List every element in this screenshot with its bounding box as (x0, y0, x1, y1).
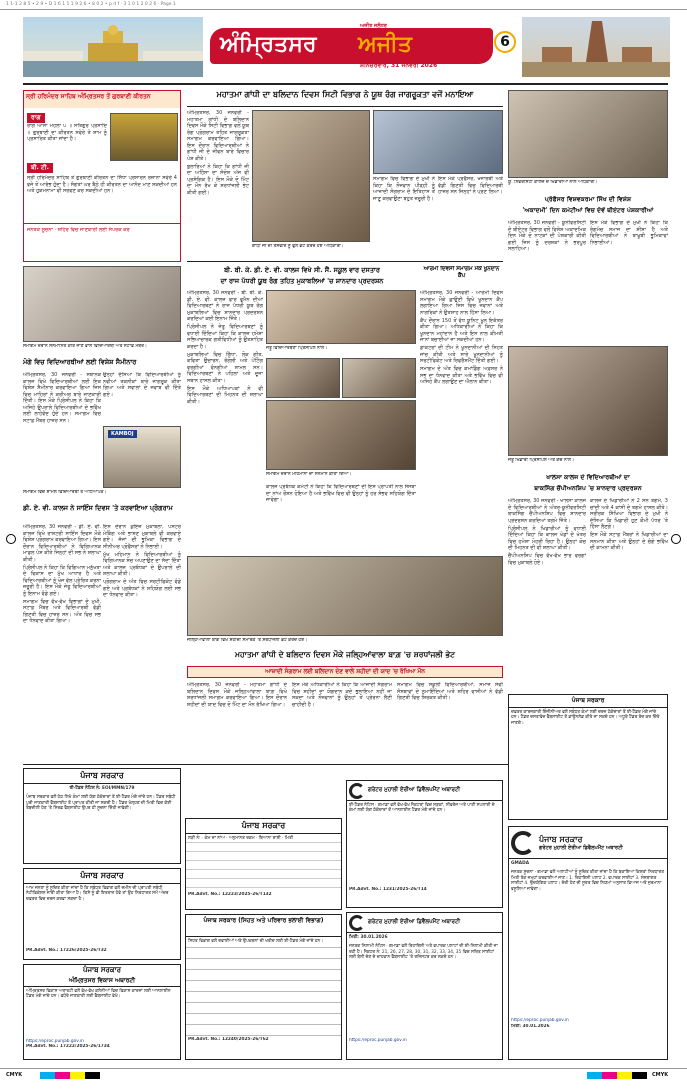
players-photo-caption: ਯੂ. ਨਿਵਰਸਿਟੀ ਕਾਲਜ ਦੇ ਖਿਡਾਰੀਆਂ ਨਾਲ ਅਧਿਕਾਰੀ। (508, 180, 598, 185)
black-swatch (632, 1072, 647, 1079)
ad-gmada-2-body: ਜਨਤਕ ਨਿਲਾਮੀ ਨੋਟਿਸ · ਗਮਾਡਾ ਵਲੋਂ ਰਿਹਾਇਸ਼ੀ ਅਤੇ ਵਪਾਰਕ ਪਲਾਟਾਂ ਦੀ ਈ-ਨਿਲਾਮੀ ਕੀਤੀ ਜਾ ਰਹੀ ਹੈ। ਸੈਕਟਰ ਨੰ: 21, 26, 27, 28, 30, 31, 32, 33, 34, 35 ਵਿਚ ਸਥਿਤ ਸਾਈਟਾਂ ਲਈ ਬੋਲੀ ਦੇਣ ਦੇ ਚਾਹਵਾਨ ਵੈੱਬਸਾਈਟ 'ਤੇ ਰਜਿਸਟਰ ਕਰ ਸਕਦੇ ਹਨ। (349, 944, 498, 961)
boxing-headline-line2: ਬਾਕਸਿੰਗ ਚੈਂਪੀਅਨਸ਼ਿਪ 'ਚ ਸ਼ਾਨਦਾਰ ਪ੍ਰਦਰਸ਼ਨ (534, 485, 642, 492)
ad-gmada-1-body: ਈ-ਟੈਂਡਰ ਨੋਟਿਸ · ਗਮਾਡਾ ਵਲੋਂ ਵੱਖ-ਵੱਖ ਸੈਕਟਰਾਂ ਵਿਚ ਸੜਕਾਂ, ਸੀਵਰੇਜ ਅਤੇ ਪਾਣੀ ਸਪਲਾਈ ਦੇ ਕੰਮਾਂ ਲਈ ਯੋਗ ਠੇਕੇਦਾਰਾਂ ਤੋਂ ਆਨਲਾਈਨ ਟੈਂਡਰ ਮੰਗੇ ਜਾਂਦੇ ਹਨ। (349, 803, 495, 814)
jallianwala-photo (187, 556, 503, 636)
group-photo (373, 110, 503, 174)
seminar-headline: ਮੋਗੇ ਵਿਚ ਵਿਦਿਆਰਥੀਆਂ ਲਈ ਵਿਸ਼ੇਸ਼ ਸੈਮੀਨਾਰ (23, 358, 137, 366)
event-photo-b (342, 358, 416, 398)
kamboj-banner: KAMBOJ (108, 430, 137, 438)
ad-gmada-1-header (347, 781, 502, 801)
professor-headline-line1: ਪ੍ਰੋਫੈਸਰ ਵਿਸ਼ਵਕਰਮਾ ਸਿੱਖ ਦੀ ਵਿਸ਼ੇਸ਼ (544, 196, 632, 203)
story2-col2: ਕਾਲਜ ਪ੍ਰਬੰਧਕ ਕਮੇਟੀ ਨੇ ਕਿਹਾ ਕਿ ਵਿਦਿਆਰਥਣਾਂ ਦੀ ਇਸ ਪ੍ਰਾਪਤੀ ਨਾਲ ਸੰਸਥਾ ਦਾ ਨਾਂਅ ਰੌਸ਼ਨ ਹੋਇਆ ਹੈ ਅਤੇ ਭਵਿੱਖ ਵਿਚ ਵੀ ਉਨ੍ਹਾਂ ਨੂੰ ਹਰ ਸੰਭਵ ਸਹਿਯੋਗ ਦਿੱਤਾ ਜਾਵੇਗਾ। (266, 484, 416, 503)
gurbani-box (23, 90, 181, 262)
boxing-text-col2: ਕਾਲਜ ਦੇ ਖਿਡਾਰੀਆਂ ਨੇ 2 ਸੋਨ ਤਗਮੇ, 3 ਚਾਂਦੀ ਅਤੇ 4 ਕਾਂਸੀ ਦੇ ਤਗਮੇ ਹਾਸਲ ਕੀਤੇ। ਸਰੀਰਕ ਸਿੱਖਿਆ ਵਿਭਾਗ ਦੇ ਮੁਖੀ ਨੇ ਦੱਸਿਆ ਕਿ ਖਿਡਾਰੀ ਹੁਣ ਕੌਮੀ ਪੱਧਰ 'ਤੇ ਹਿੱਸਾ ਲੈਣਗੇ। ਇਸ ਮੌਕੇ ਸਟਾਫ਼ ਮੈਂਬਰਾਂ ਨੇ ਖਿਡਾਰੀਆਂ ਦਾ ਸਨਮਾਨ ਕੀਤਾ ਅਤੇ ਉਨ੍ਹਾਂ ਦੇ ਚੰਗੇ ਭਵਿੱਖ ਦੀ ਕਾਮਨਾ ਕੀਤੀ। (590, 498, 668, 551)
masthead-paper-name: ਅਜੀਤ (358, 31, 412, 57)
seminar-text-col2: ਉਨ੍ਹਾਂ ਦੱਸਿਆ ਕਿ ਵਿਦਿਆਰਥੀਆਂ ਨੂੰ ਨਵੀਆਂ ਤਕਨੀਕਾਂ ਬਾਰੇ ਜਾਗਰੂਕ ਕੀਤਾ ਗਿਆ ਅਤੇ ਸਵਾਲਾਂ ਦੇ ਜਵਾਬ ਵੀ ਦਿੱਤੇ ਗਏ। (103, 372, 181, 398)
award-photo-caption: ਸਮਾਗਮ ਦੌਰਾਨ ਸਨਮਾਨਿਤ ਕੀਤੇ ਜਾਣ ਵਾਲੇ ਵਿਦਿਆਰਥੀ ਅਤੇ ਸਟਾਫ਼ ਮੈਂਬਰ। (23, 344, 147, 349)
boxing-headline-line1: ਖਾਲਸਾ ਕਾਲਜ ਦੇ ਵਿਦਿਆਰਥੀਆਂ ਦਾ (546, 474, 630, 481)
masthead-date: ਸ਼ਨਿੱਚਰਵਾਰ, 31 ਜਨਵਰੀ 2026 (360, 62, 438, 69)
gurbani-text: ਰਾਗ ਆਸਾ ਮਹਲਾ ੫ ॥ ਸਤਿਗੁਰ ਪ੍ਰਸਾਦਿ ॥ ਗੁਰਬਾਣੀ ਦਾ ਕੀਰਤਨ ਸਵੇਰੇ ਤੇ ਸ਼ਾਮ ਨੂੰ ਪ੍ਰਸਾਰਿਤ ਕੀਤਾ ਜਾਂਦਾ ਹੈ। (27, 123, 107, 142)
main-headline-rule (187, 106, 503, 107)
gmada-logo-icon (511, 831, 535, 855)
seminar-text-col1: ਅੰਮ੍ਰਿਤਸਰ, 30 ਜਨਵਰੀ - ਸਥਾਨਕ ਕਾਲਜ ਵਿਖੇ ਵਿਦਿਆਰਥੀਆਂ ਲਈ ਇਕ ਵਿਸ਼ੇਸ਼ ਸੈਮੀਨਾਰ ਕਰਵਾਇਆ ਗਿਆ ਜਿਸ ਵਿਚ ਮਾਹਿਰਾਂ ਨੇ ਕਰੀਅਰ ਬਾਰੇ ਜਾਣਕਾਰੀ ਦਿੱਤੀ। ਇਸ ਮੌਕੇ ਪ੍ਰਿੰਸੀਪਲ ਨੇ ਕਿਹਾ ਕਿ ਅਜਿਹੇ ਉਪਰਾਲੇ ਵਿਦਿਆਰਥੀਆਂ ਦੇ ਭਵਿੱਖ ਲਈ ਲਾਹੇਵੰਦ ਹੁੰਦੇ ਹਨ। ਸਮਾਗਮ ਵਿਚ ਸਟਾਫ਼ ਮੈਂਬਰ ਹਾਜ਼ਰ ਸਨ। (23, 372, 101, 424)
tribute-photo-caption: ਗਾਂਧੀ ਜੀ ਦੀ ਤਸਵੀਰ ਨੂੰ ਫੁੱਲ ਭੇਟ ਕਰਦੇ ਹੋਏ ਅਧਿਕਾਰੀ। (252, 244, 344, 249)
gurbani-photo (110, 113, 178, 161)
registration-mark-right (671, 534, 681, 544)
ad-gmada-2-title: ਗਰੇਟਰ ਮੁਹਾਲੀ ਏਰੀਆ ਡਿਵੈਲਪਮੈਂਟ ਅਥਾਰਟੀ (368, 919, 461, 925)
notice-text: ਜਨਤਕ ਸੂਚਨਾ · ਸ਼ਹਿਰ ਵਿਚ ਜਾਣਕਾਰੀ ਲਈ ਸੰਪਰਕ ਕਰੋ (27, 227, 130, 233)
ad-social-security (185, 914, 342, 1060)
page-number: 6 (494, 31, 516, 53)
ad-gmada-right-body: ਜਨਤਕ ਸੂਚਨਾ · ਗਮਾਡਾ ਵਲੋਂ ਅਲਾਟੀਆਂ ਨੂੰ ਸੂਚਿਤ ਕੀਤਾ ਜਾਂਦਾ ਹੈ ਕਿ ਬਕਾਇਆ ਕਿਸ਼ਤਾਂ ਨਿਰਧਾਰਤ ਮਿਤੀ ਤੱਕ ਜਮ੍ਹਾਂ ਕਰਵਾਈਆਂ ਜਾਣ। 1. ਰਿਹਾਇਸ਼ੀ ਪਲਾਟ 2. ਵਪਾਰਕ ਸਾਈਟਾਂ 3. ਸੰਸਥਾਗਤ ਸਾਈਟਾਂ 4. ਉਦਯੋਗਿਕ ਪਲਾਟ। ਦੇਰੀ ਹੋਣ ਦੀ ਸੂਰਤ ਵਿਚ ਨਿਯਮਾਂ ਅਨੁਸਾਰ ਵਿਆਜ ਅਤੇ ਜੁਰਮਾਨਾ ਵਸੂਲਿਆ ਜਾਵੇਗਾ। (511, 870, 664, 892)
ad-gmada-right (508, 826, 668, 1060)
seminar-photo (103, 426, 181, 488)
gmada-logo-icon (349, 915, 365, 931)
seminar-photo-caption: ਸਮਾਗਮ ਵਿਚ ਸ਼ਾਮਲ ਵਿਦਿਆਰਥੀ ਤੇ ਅਧਿਆਪਕ। (23, 490, 107, 495)
masthead-rule (23, 83, 668, 85)
ad-amritsar-vikas-pr: PR.Advt. No.: 17222/2025-26/1734 (26, 1044, 110, 1050)
ad-gmada-2 (346, 912, 503, 1060)
ad-amritsar-vikas-body: ਅੰਮ੍ਰਿਤਸਰ ਵਿਕਾਸ ਅਥਾਰਟੀ ਵਲੋਂ ਵੱਖ-ਵੱਖ ਕਲੋਨੀਆਂ ਵਿਚ ਵਿਕਾਸ ਕਾਰਜਾਂ ਲਈ ਆਨਲਾਈਨ ਟੈਂਡਰ ਮੰਗੇ ਜਾਂਦੇ ਹਨ। ਵਧੇਰੇ ਜਾਣਕਾਰੀ ਲਈ ਵੈੱਬਸਾਈਟ ਵੇਖੋ। (26, 989, 171, 1000)
story1-end-rule (187, 261, 503, 262)
jallianwala-subhead: ਆਜ਼ਾਦੀ ਸੰਗਰਾਮ ਲਈ ਬਲਿਦਾਨ ਦੇਣ ਵਾਲੇ ਸ਼ਹੀਦਾਂ ਦੀ ਯਾਦ 'ਚ ਰੱਖਿਆ ਮੌਨ (187, 666, 503, 678)
guests-photo (266, 400, 416, 470)
ad-amritsar-vikas-title: ਪੰਜਾਬ ਸਰਕਾਰ (82, 966, 121, 974)
jallianwala-headline: ਮਹਾਤਮਾ ਗਾਂਧੀ ਦੇ ਬਲਿਦਾਨ ਦਿਵਸ ਮੌਕੇ ਜਲ੍ਹਿਆਂਵਾਲਾ ਬਾਗ਼ 'ਚ ਸ਼ਰਧਾਂਜਲੀ ਭੇਟ (234, 650, 455, 659)
jallianwala-col3: ਸਮਾਗਮ ਵਿਚ ਸਕੂਲੀ ਵਿਦਿਆਰਥੀਆਂ, ਸਮਾਜ ਸੇਵੀ ਸੰਸਥਾਵਾਂ ਦੇ ਨੁਮਾਇੰਦਿਆਂ ਅਤੇ ਸ਼ਹਿਰ ਵਾਸੀਆਂ ਨੇ ਵੱਡੀ ਗਿਣਤੀ ਵਿਚ ਸ਼ਿਰਕਤ ਕੀਤੀ। (397, 682, 503, 701)
ad-gmada-1-pr: PR.Advt. No.: 1231/2025-26/T14 (349, 887, 427, 892)
ad-gmada-right-website[interactable]: https://eproc.punjab.gov.in (511, 1018, 569, 1024)
ad-amritsar-vikas (23, 964, 181, 1060)
dav-headline: ਡੀ. ਏ. ਵੀ. ਕਾਲਜ ਨੇ ਸਾਇੰਸ ਦਿਵਸ 'ਤੇ ਕਰਵਾਇਆ ਪ੍ਰੋਗਰਾਮ (23, 504, 173, 512)
ad-gmada-right-subtitle: ਗਰੇਟਰ ਮੁਹਾਲੀ ਏਰੀਆ ਡਿਵੈਲਪਮੈਂਟ ਅਥਾਰਟੀ (539, 844, 623, 851)
golden-temple-illustration (23, 17, 203, 77)
raag-tag: ਰਾਗ (27, 113, 45, 123)
guests-photo-caption: ਸਮਾਗਮ ਦੌਰਾਨ ਮਹਿਮਾਨਾਂ ਦਾ ਸਨਮਾਨ ਕੀਤਾ ਗਿਆ। (266, 472, 352, 477)
players-photo (508, 90, 668, 178)
masthead (210, 22, 493, 70)
yellow-swatch (617, 1072, 632, 1079)
tribute-photo (252, 110, 370, 242)
jallianwala-photo-caption: ਜਲ੍ਹਿਆਂਵਾਲਾ ਬਾਗ਼ ਵਿਖੇ ਸ਼ਹੀਦੀ ਸਮਾਰਕ 'ਤੇ ਸ਼ਰਧਾਂਜਲੀ ਭੇਟ ਕਰਦੇ ਹੋਏ। (187, 638, 308, 643)
registration-mark-left (6, 534, 16, 544)
ad-punjab-table-pr: PR.Advt. No.: 12223/2025-26/T132 (188, 892, 272, 897)
main-story-col3: ਸਮਾਗਮ ਵਿਚ ਵਿਭਾਗ ਦੇ ਮੁਖੀ ਨੇ ਕਿਹਾ ਕਿ ਨੌਜਵਾਨ ਪੀੜ੍ਹੀ ਨੂੰ ਆਜ਼ਾਦੀ ਸੰਗਰਾਮ ਦੇ ਇਤਿਹਾਸ ਤੋਂ ਜਾਣੂ ਕਰਵਾਉਣਾ ਬਹੁਤ ਜ਼ਰੂਰੀ ਹੈ। (373, 176, 435, 202)
cyan-swatch (587, 1072, 602, 1079)
gurbani-divider (24, 223, 181, 224)
professor-headline-line2: 'ਅਕਾਦਮੀ' ਦਿਨ ਕਮੇਟੀਆਂ ਵਿਚ ਦੋਵੇਂ ਥੀਏਟਰ ਪੇਸ਼ਕਾਰੀਆਂ (522, 207, 654, 214)
gurbani-box-title: ਸ੍ਰੀ ਹਰਿਮੰਦਰ ਸਾਹਿਬ ਅੰਮ੍ਰਿਤਸਰ ਤੋਂ ਗੁਰਬਾਣੀ ਕੀਰਤਨ (24, 91, 180, 108)
magenta-swatch (602, 1072, 617, 1079)
jallianwala-col2: ਇਸ ਮੌਕੇ ਅਧਿਕਾਰੀਆਂ ਨੇ ਕਿਹਾ ਕਿ ਆਜ਼ਾਦੀ ਸੰਗਰਾਮ ਵਿਚ ਸ਼ਹੀਦਾਂ ਦਾ ਯੋਗਦਾਨ ਕਦੇ ਭੁਲਾਇਆ ਨਹੀਂ ਜਾ ਸਕਦਾ ਅਤੇ ਨੌਜਵਾਨਾਂ ਨੂੰ ਉਨ੍ਹਾਂ ਤੋਂ ਪ੍ਰੇਰਨਾ ਲੈਣੀ ਚਾਹੀਦੀ ਹੈ। (292, 682, 392, 708)
story2-headline-line2: ਦਾ ਰਾਜ ਪੱਧਰੀ ਯੂਥ ਰੰਗ ਤਹਿਤ ਮੁਕਾਬਲਿਆਂ 'ਚ ਸ਼ਾਨਦਾਰ ਪ੍ਰਦਰਸ਼ਨ (220, 277, 384, 285)
bt-tag: ਬੀ. ਟੀ. (27, 163, 53, 173)
ad-punjab-tender (23, 768, 181, 864)
ad-punjab-notice-body: ਆਮ ਜਨਤਾ ਨੂੰ ਸੂਚਿਤ ਕੀਤਾ ਜਾਂਦਾ ਹੈ ਕਿ ਸਬੰਧਤ ਵਿਭਾਗ ਵਲੋਂ ਜ਼ਮੀਨ ਦੀ ਪ੍ਰਾਪਤੀ ਸਬੰਧੀ ਨੋਟੀਫਿਕੇਸ਼ਨ ਜਾਰੀ ਕੀਤਾ ਗਿਆ ਹੈ। ਕਿਸੇ ਨੂੰ ਵੀ ਇਤਰਾਜ਼ ਹੋਵੇ ਤਾਂ ਉਹ ਨਿਰਧਾਰਤ ਸਮੇਂ ਅੰਦਰ ਦਫ਼ਤਰ ਵਿਚ ਦਰਜ ਕਰਵਾ ਸਕਦਾ ਹੈ। (26, 886, 169, 902)
gmada-logo-icon (349, 783, 365, 799)
ad-gmada-1 (346, 780, 503, 908)
students-photo (266, 290, 416, 344)
boxing-photo-caption: ਜੇਤੂ ਖਿਡਾਰੀ ਪ੍ਰਿੰਸੀਪਲ ਅਤੇ ਕੋਚ ਨਾਲ। (508, 458, 575, 463)
ad-amritsar-vikas-subtitle: ਅੰਮ੍ਰਿਤਸਰ ਵਿਕਾਸ ਅਥਾਰਟੀ (24, 976, 180, 987)
blood-camp-headline: ਆਰਮੀ ਦਿਵਸੀ ਸਮਾਗਮ ਮੌਕੇ ਖੂਨਦਾਨ ਕੈਂਪ (423, 266, 500, 279)
masthead-slogan: ਅਜੀਤ ਜਲੰਧਰ (360, 23, 387, 29)
professor-text-col2: ਇਸ ਮੌਕੇ ਵਿਭਾਗ ਦੇ ਮੁਖੀ ਨੇ ਕਿਹਾ ਕਿ ਰੰਗਮੰਚ ਸਮਾਜ ਦਾ ਸ਼ੀਸ਼ਾ ਹੈ ਅਤੇ ਵਿਦਿਆਰਥੀਆਂ ਨੇ ਬਾਖ਼ੂਬੀ ਭੂਮਿਕਾਵਾਂ ਨਿਭਾਈਆਂ। (590, 220, 668, 246)
dav-text-col2: ਇਸ ਦੌਰਾਨ ਕੁਇਜ਼ ਮੁਕਾਬਲਾ, ਪੋਸਟਰ ਮੇਕਿੰਗ ਅਤੇ ਭਾਸ਼ਣ ਮੁਕਾਬਲੇ ਵੀ ਕਰਵਾਏ ਗਏ। ਜੱਜਾਂ ਦੀ ਭੂਮਿਕਾ ਵਿਭਾਗ ਦੇ ਸੀਨੀਅਰ ਪ੍ਰੋਫੈਸਰਾਂ ਨੇ ਨਿਭਾਈ। ਮੁੱਖ ਮਹਿਮਾਨ ਨੇ ਵਿਦਿਆਰਥੀਆਂ ਨੂੰ ਵਿਗਿਆਨਕ ਸੋਚ ਅਪਣਾਉਣ ਦਾ ਸੱਦਾ ਦਿੱਤਾ ਅਤੇ ਕਾਲਜ ਪ੍ਰਬੰਧਕਾਂ ਦੇ ਉਪਰਾਲੇ ਦੀ ਸ਼ਲਾਘਾ ਕੀਤੀ। ਪ੍ਰੋਗਰਾਮ ਦੇ ਅੰਤ ਵਿਚ ਸਰਟੀਫਿਕੇਟ ਵੰਡੇ ਗਏ ਅਤੇ ਪ੍ਰਬੰਧਕਾਂ ਨੇ ਸਹਿਯੋਗ ਲਈ ਸਭ ਦਾ ਧੰਨਵਾਦ ਕੀਤਾ। (103, 524, 181, 598)
main-story-col1: ਅੰਮ੍ਰਿਤਸਰ, 30 ਜਨਵਰੀ - ਮਹਾਤਮਾ ਗਾਂਧੀ ਦੇ ਬਲਿਦਾਨ ਦਿਵਸ ਮੌਕੇ ਸਿਟੀ ਵਿਭਾਗ ਵਲੋਂ ਯੂਥ ਰੰਗ ਪ੍ਰੋਗਰਾਮ ਤਹਿਤ ਜਾਗਰੂਕਤਾ ਸਮਾਗਮ ਕਰਵਾਇਆ ਗਿਆ। ਇਸ ਦੌਰਾਨ ਵਿਦਿਆਰਥੀਆਂ ਨੇ ਗਾਂਧੀ ਜੀ ਦੇ ਜੀਵਨ ਬਾਰੇ ਵਿਚਾਰ ਪੇਸ਼ ਕੀਤੇ। ਬੁਲਾਰਿਆਂ ਨੇ ਕਿਹਾ ਕਿ ਗਾਂਧੀ ਜੀ ਦਾ ਅਹਿੰਸਾ ਦਾ ਸੰਦੇਸ਼ ਅੱਜ ਵੀ ਪ੍ਰਸੰਗਿਕ ਹੈ। ਇਸ ਮੌਕੇ ਦੋ ਮਿੰਟ ਦਾ ਮੌਨ ਰੱਖ ਕੇ ਸ਼ਰਧਾਂਜਲੀ ਭੇਟ ਕੀਤੀ ਗਈ। (187, 110, 249, 196)
ad-social-security-title: ਪੰਜਾਬ ਸਰਕਾਰ (ਸਿਹਤ ਅਤੇ ਪਰਿਵਾਰ ਭਲਾਈ ਵਿਭਾਗ) (186, 915, 341, 937)
ad-gmada-right-titles (539, 835, 623, 851)
award-photo (23, 266, 181, 342)
ad-gmada-2-header (347, 913, 502, 933)
blood-camp-text: ਅੰਮ੍ਰਿਤਸਰ, 30 ਜਨਵਰੀ - ਆਰਮੀ ਦਿਵਸ ਸਮਾਗਮ ਮੌਕੇ ਛਾਉਣੀ ਵਿਖੇ ਖੂਨਦਾਨ ਕੈਂਪ ਲਗਾਇਆ ਗਿਆ ਜਿਸ ਵਿਚ ਜਵਾਨਾਂ ਅਤੇ ਨਾਗਰਿਕਾਂ ਨੇ ਉਤਸ਼ਾਹ ਨਾਲ ਹਿੱਸਾ ਲਿਆ। ਕੈਂਪ ਦੌਰਾਨ 150 ਤੋਂ ਵੱਧ ਯੂਨਿਟ ਖੂਨ ਇਕੱਤਰ ਕੀਤਾ ਗਿਆ। ਅਧਿਕਾਰੀਆਂ ਨੇ ਕਿਹਾ ਕਿ ਖੂਨਦਾਨ ਮਹਾਂਦਾਨ ਹੈ ਅਤੇ ਇਸ ਨਾਲ ਕੀਮਤੀ ਜਾਨਾਂ ਬਚਾਈਆਂ ਜਾ ਸਕਦੀਆਂ ਹਨ। ਡਾਕਟਰਾਂ ਦੀ ਟੀਮ ਨੇ ਖੂਨਦਾਨੀਆਂ ਦੀ ਸਿਹਤ ਜਾਂਚ ਕੀਤੀ ਅਤੇ ਸਾਰੇ ਖੂਨਦਾਨੀਆਂ ਨੂੰ ਸਰਟੀਫਿਕੇਟ ਅਤੇ ਰਿਫਰੈਸ਼ਮੈਂਟ ਦਿੱਤੀ ਗਈ। ਸਮਾਗਮ ਦੇ ਅੰਤ ਵਿਚ ਕਮਾਂਡਿੰਗ ਅਫ਼ਸਰ ਨੇ ਸਭ ਦਾ ਧੰਨਵਾਦ ਕੀਤਾ ਅਤੇ ਭਵਿੱਖ ਵਿਚ ਵੀ ਅਜਿਹੇ ਕੈਂਪ ਲਗਾਉਣ ਦਾ ਐਲਾਨ ਕੀਤਾ। (420, 290, 503, 385)
story2-col1: ਅੰਮ੍ਰਿਤਸਰ, 30 ਜਨਵਰੀ - ਬੀ. ਬੀ. ਕੇ. ਡੀ. ਏ. ਵੀ. ਕਾਲਜ ਫਾਰ ਵੁਮੈਨ ਦੀਆਂ ਵਿਦਿਆਰਥਣਾਂ ਨੇ ਰਾਜ ਪੱਧਰੀ ਯੂਥ ਰੰਗ ਮੁਕਾਬਲਿਆਂ ਵਿਚ ਸ਼ਾਨਦਾਰ ਪ੍ਰਦਰਸ਼ਨ ਕਰਦਿਆਂ ਕਈ ਇਨਾਮ ਜਿੱਤੇ। ਪ੍ਰਿੰਸੀਪਲ ਨੇ ਜੇਤੂ ਵਿਦਿਆਰਥਣਾਂ ਨੂੰ ਵਧਾਈ ਦਿੰਦਿਆਂ ਕਿਹਾ ਕਿ ਕਾਲਜ ਹਮੇਸ਼ਾ ਸਭਿਆਚਾਰਕ ਗਤੀਵਿਧੀਆਂ ਨੂੰ ਉਤਸ਼ਾਹਿਤ ਕਰਦਾ ਹੈ। ਮੁਕਾਬਲਿਆਂ ਵਿਚ ਗਿੱਧਾ, ਲੋਕ ਗੀਤ, ਕਵਿਤਾ ਉਚਾਰਨ, ਰੰਗੋਲੀ ਅਤੇ ਪੇਂਟਿੰਗ ਵਰਗੀਆਂ ਵੰਨਗੀਆਂ ਸ਼ਾਮਲ ਸਨ। ਵਿਦਿਆਰਥਣਾਂ ਨੇ ਪਹਿਲਾ ਅਤੇ ਦੂਜਾ ਸਥਾਨ ਹਾਸਲ ਕੀਤਾ। ਇਸ ਮੌਕੇ ਅਧਿਆਪਕਾਂ ਨੇ ਵੀ ਵਿਦਿਆਰਥਣਾਂ ਦੀ ਮਿਹਨਤ ਦੀ ਸ਼ਲਾਘਾ ਕੀਤੀ। (187, 290, 263, 405)
footer-rule (0, 1068, 687, 1069)
ad-punjab-tender-title: ਪੰਜਾਬ ਸਰਕਾਰ (24, 769, 180, 784)
ad-gmada-right-header (509, 827, 667, 859)
dav-text-col1: ਅੰਮ੍ਰਿਤਸਰ, 30 ਜਨਵਰੀ - ਡੀ. ਏ. ਵੀ. ਕਾਲਜ ਵਿਖੇ ਰਾਸ਼ਟਰੀ ਸਾਇੰਸ ਦਿਵਸ ਮੌਕੇ ਵਿਸ਼ੇਸ਼ ਪ੍ਰੋਗਰਾਮ ਕਰਵਾਇਆ ਗਿਆ। ਇਸ ਦੌਰਾਨ ਵਿਦਿਆਰਥੀਆਂ ਨੇ ਵਿਗਿਆਨਕ ਮਾਡਲ ਪੇਸ਼ ਕੀਤੇ ਜਿਨ੍ਹਾਂ ਦੀ ਸਭ ਨੇ ਸ਼ਲਾਘਾ ਕੀਤੀ। ਪ੍ਰਿੰਸੀਪਲ ਨੇ ਕਿਹਾ ਕਿ ਵਿਗਿਆਨ ਮਨੁੱਖਤਾ ਦੇ ਵਿਕਾਸ ਦਾ ਮੁੱਖ ਆਧਾਰ ਹੈ ਅਤੇ ਵਿਦਿਆਰਥੀਆਂ ਨੂੰ ਖੋਜ ਵੱਲ ਪ੍ਰੇਰਿਤ ਕਰਨਾ ਜ਼ਰੂਰੀ ਹੈ। ਇਸ ਮੌਕੇ ਜੇਤੂ ਵਿਦਿਆਰਥੀਆਂ ਨੂੰ ਇਨਾਮ ਵੰਡੇ ਗਏ। ਸਮਾਗਮ ਵਿਚ ਵੱਖ-ਵੱਖ ਵਿਭਾਗਾਂ ਦੇ ਮੁਖੀ, ਸਟਾਫ਼ ਮੈਂਬਰ ਅਤੇ ਵਿਦਿਆਰਥੀ ਵੱਡੀ ਗਿਣਤੀ ਵਿਚ ਹਾਜ਼ਰ ਸਨ। ਅੰਤ ਵਿਚ ਸਭ ਦਾ ਧੰਨਵਾਦ ਕੀਤਾ ਗਿਆ। (23, 524, 101, 624)
ad-punjab-tender-line: ਈ-ਟੈਂਡਰ ਨੋਟਿਸ ਨੰ: EOI/MMN/179 (69, 786, 135, 791)
ad-gmada-right-title: ਪੰਜਾਬ ਸਰਕਾਰ (539, 834, 583, 844)
ad-social-security-pr: PR.Advt. No.: 12240/2025-26/T62 (188, 1037, 269, 1042)
magenta-swatch (55, 1072, 70, 1079)
ad-punjab-table-body: ਲੜੀ ਨੰ: · ਕੰਮ ਦਾ ਨਾਂਅ · ਅਨੁਮਾਨਤ ਰਕਮ · ਬਿਆਨਾ ਰਾਸ਼ੀ · ਮਿਤੀ (186, 834, 341, 892)
boxing-text-col1: ਅੰਮ੍ਰਿਤਸਰ, 30 ਜਨਵਰੀ - ਖਾਲਸਾ ਕਾਲਜ ਦੇ ਵਿਦਿਆਰਥੀਆਂ ਨੇ ਅੰਤਰ-ਯੂਨੀਵਰਸਿਟੀ ਬਾਕਸਿੰਗ ਚੈਂਪੀਅਨਸ਼ਿਪ ਵਿਚ ਸ਼ਾਨਦਾਰ ਪ੍ਰਦਰਸ਼ਨ ਕਰਦਿਆਂ ਤਗਮੇ ਜਿੱਤੇ। ਪ੍ਰਿੰਸੀਪਲ ਨੇ ਖਿਡਾਰੀਆਂ ਨੂੰ ਵਧਾਈ ਦਿੰਦਿਆਂ ਕਿਹਾ ਕਿ ਕਾਲਜ ਖੇਡਾਂ ਦੇ ਖੇਤਰ ਵਿਚ ਹਮੇਸ਼ਾ ਮੋਹਰੀ ਰਿਹਾ ਹੈ। ਉਨ੍ਹਾਂ ਕੋਚ ਦੀ ਮਿਹਨਤ ਦੀ ਵੀ ਸ਼ਲਾਘਾ ਕੀਤੀ। ਚੈਂਪੀਅਨਸ਼ਿਪ ਵਿਚ ਵੱਖ-ਵੱਖ ਭਾਰ ਵਰਗਾਂ ਵਿਚ ਮੁਕਾਬਲੇ ਹੋਏ। (508, 498, 586, 566)
golden-temple-photo (23, 17, 203, 77)
ad-social-security-body: ਸਿਹਤ ਵਿਭਾਗ ਵਲੋਂ ਦਵਾਈਆਂ ਅਤੇ ਉਪਕਰਨਾਂ ਦੀ ਖਰੀਦ ਲਈ ਈ-ਟੈਂਡਰ ਮੰਗੇ ਜਾਂਦੇ ਹਨ। (186, 937, 341, 1037)
footer-cmyk-right: CMYK (652, 1072, 669, 1078)
ad-gmada-right-date: ਮਿਤੀ: 30.01.2026 (511, 1023, 550, 1029)
ad-gmada-2-date: ਮਿਤੀ: 30.01.2026 (349, 935, 388, 940)
ad-punjab-notice-title: ਪੰਜਾਬ ਸਰਕਾਰ (24, 869, 180, 884)
masthead-city: ਅੰਮ੍ਰਿਤਸਰ (220, 31, 317, 57)
ad-gmada-2-website[interactable]: https://eproc.punjab.gov.in (349, 1038, 407, 1044)
professor-text-col1: ਅੰਮ੍ਰਿਤਸਰ, 30 ਜਨਵਰੀ - ਯੂਨੀਵਰਸਿਟੀ ਦੇ ਥੀਏਟਰ ਵਿਭਾਗ ਵਲੋਂ ਵਿਸ਼ੇਸ਼ ਅਕਾਦਮਿਕ ਦਿਨ ਮੌਕੇ ਦੋ ਨਾਟਕਾਂ ਦੀ ਪੇਸ਼ਕਾਰੀ ਕੀਤੀ ਗਈ ਜਿਸ ਨੂੰ ਦਰਸ਼ਕਾਂ ਨੇ ਭਰਪੂਰ ਸਲਾਹਿਆ। (508, 220, 586, 252)
ad-punjab-notice-pr: PR.Advt. No.: 17226/2025-26/T32 (26, 948, 107, 953)
event-photo-a (266, 358, 340, 398)
ad-punjab-table (185, 818, 342, 910)
story2-headline-line1: ਬੀ. ਬੀ. ਕੇ. ਡੀ. ਏ. ਵੀ. ਕਾਲਜ ਵਿਖੇ ਸੀ. ਸੈਂ. ਸਕੂਲ ਵਾਰ ਦਸਤਾਰ (224, 266, 380, 274)
ad-punjab-table-title: ਪੰਜਾਬ ਸਰਕਾਰ (186, 819, 341, 834)
color-bar-right (587, 1072, 647, 1079)
landmark-illustration (522, 17, 670, 77)
color-bar-left (40, 1072, 100, 1079)
boxing-photo (508, 346, 668, 456)
ad-punjab-notice (23, 868, 181, 960)
yellow-swatch (70, 1072, 85, 1079)
ad-gmada-right-short: GMADA (511, 861, 530, 866)
slug-rule (0, 9, 687, 10)
ad-right-notice-body: ਦਫ਼ਤਰ ਕਾਰਜਕਾਰੀ ਇੰਜੀਨੀਅਰ ਵਲੋਂ ਸਬੰਧਤ ਕੰਮਾਂ ਲਈ ਦਰਜ ਠੇਕੇਦਾਰਾਂ ਤੋਂ ਈ-ਟੈਂਡਰ ਮੰਗੇ ਜਾਂਦੇ ਹਨ। ਟੈਂਡਰ ਦਸਤਾਵੇਜ਼ ਵੈੱਬਸਾਈਟ ਤੋਂ ਡਾਊਨਲੋਡ ਕੀਤੇ ਜਾ ਸਕਦੇ ਹਨ। ਅਧੂਰੇ ਟੈਂਡਰ ਰੱਦ ਕਰ ਦਿੱਤੇ ਜਾਣਗੇ। (511, 710, 660, 726)
print-slug: 1 1-1 2 8 5 • 2 9 • D 1 6 1 1 1 9 2 6 • 8 0 2 • p d f · 3 1 0 1 2 0 2 6 · Page 1 (6, 2, 176, 7)
main-story-col4: ਇਸ ਮੌਕੇ ਪ੍ਰੋਫੈਸਰ, ਖੋਜਾਰਥੀ ਅਤੇ ਵੱਡੀ ਗਿਣਤੀ ਵਿਚ ਵਿਦਿਆਰਥੀ ਹਾਜ਼ਰ ਸਨ ਜਿਨ੍ਹਾਂ ਨੇ ਪ੍ਰਣ ਲਿਆ। (438, 176, 503, 195)
ad-gmada-1-title: ਗਰੇਟਰ ਮੁਹਾਲੀ ਏਰੀਆ ਡਿਵੈਲਪਮੈਂਟ ਅਥਾਰਟੀ (368, 787, 461, 793)
footer-cmyk-left: CMYK (6, 1072, 23, 1078)
cyan-swatch (40, 1072, 55, 1079)
main-headline: ਮਹਾਤਮਾ ਗਾਂਧੀ ਦਾ ਬਲਿਦਾਨ ਦਿਵਸ ਸਿਟੀ ਵਿਭਾਗ ਨੇ ਯੂਥ ਰੰਗ ਜਾਗਰੂਕਤਾ ਵਜੋਂ ਮਨਾਇਆ (216, 89, 474, 99)
black-swatch (85, 1072, 100, 1079)
landmark-photo (522, 17, 670, 77)
students-photo-caption: ਜੇਤੂ ਵਿਦਿਆਰਥਣਾਂ ਪ੍ਰਿੰਸੀਪਲ ਨਾਲ। (266, 346, 328, 351)
jallianwala-col1: ਅੰਮ੍ਰਿਤਸਰ, 30 ਜਨਵਰੀ - ਮਹਾਤਮਾ ਗਾਂਧੀ ਦੇ ਬਲਿਦਾਨ ਦਿਵਸ ਮੌਕੇ ਜਲ੍ਹਿਆਂਵਾਲਾ ਬਾਗ਼ ਵਿਖੇ ਸ਼ਰਧਾਂਜਲੀ ਸਮਾਗਮ ਕਰਵਾਇਆ ਗਿਆ। ਇਸ ਦੌਰਾਨ ਸ਼ਹੀਦਾਂ ਦੀ ਯਾਦ ਵਿਚ ਦੋ ਮਿੰਟ ਦਾ ਮੌਨ ਰੱਖਿਆ ਗਿਆ। (187, 682, 287, 708)
ad-right-notice (508, 694, 668, 820)
gurbani-text-2: ਸ੍ਰੀ ਹਰਿਮੰਦਰ ਸਾਹਿਬ ਤੋਂ ਗੁਰਬਾਣੀ ਕੀਰਤਨ ਦਾ ਸਿੱਧਾ ਪ੍ਰਸਾਰਨ ਰੋਜ਼ਾਨਾ ਸਵੇਰੇ 4 ਵਜੇ ਤੋਂ ਆਰੰਭ ਹੁੰਦਾ ਹੈ। ਸੰਗਤਾਂ ਘਰ ਬੈਠੇ ਹੀ ਕੀਰਤਨ ਦਾ ਆਨੰਦ ਮਾਣ ਸਕਦੀਆਂ ਹਨ ਅਤੇ ਹੁਕਮਨਾਮਾ ਵੀ ਸਰਵਣ ਕਰ ਸਕਦੀਆਂ ਹਨ। (27, 175, 177, 194)
ad-punjab-tender-body: ਪੰਜਾਬ ਸਰਕਾਰ ਵਲੋਂ ਹੇਠ ਲਿਖੇ ਕੰਮਾਂ ਲਈ ਯੋਗ ਠੇਕੇਦਾਰਾਂ ਤੋਂ ਈ-ਟੈਂਡਰ ਮੰਗੇ ਜਾਂਦੇ ਹਨ। ਟੈਂਡਰ ਸਬੰਧੀ ਪੂਰੀ ਜਾਣਕਾਰੀ ਵੈੱਬਸਾਈਟ ਤੋਂ ਪ੍ਰਾਪਤ ਕੀਤੀ ਜਾ ਸਕਦੀ ਹੈ। ਟੈਂਡਰ ਖੋਲ੍ਹਣ ਦੀ ਮਿਤੀ ਵਿਚ ਕੋਈ ਤਬਦੀਲੀ ਹੋਣ 'ਤੇ ਸਿਰਫ਼ ਵੈੱਬਸਾਈਟ ਉਪਰ ਹੀ ਸੂਚਨਾ ਦਿੱਤੀ ਜਾਵੇਗੀ। (26, 795, 176, 812)
ad-right-notice-title: ਪੰਜਾਬ ਸਰਕਾਰ (509, 695, 667, 708)
ad-amritsar-vikas-website[interactable]: https://eproc.punjab.gov.in (26, 1039, 84, 1044)
